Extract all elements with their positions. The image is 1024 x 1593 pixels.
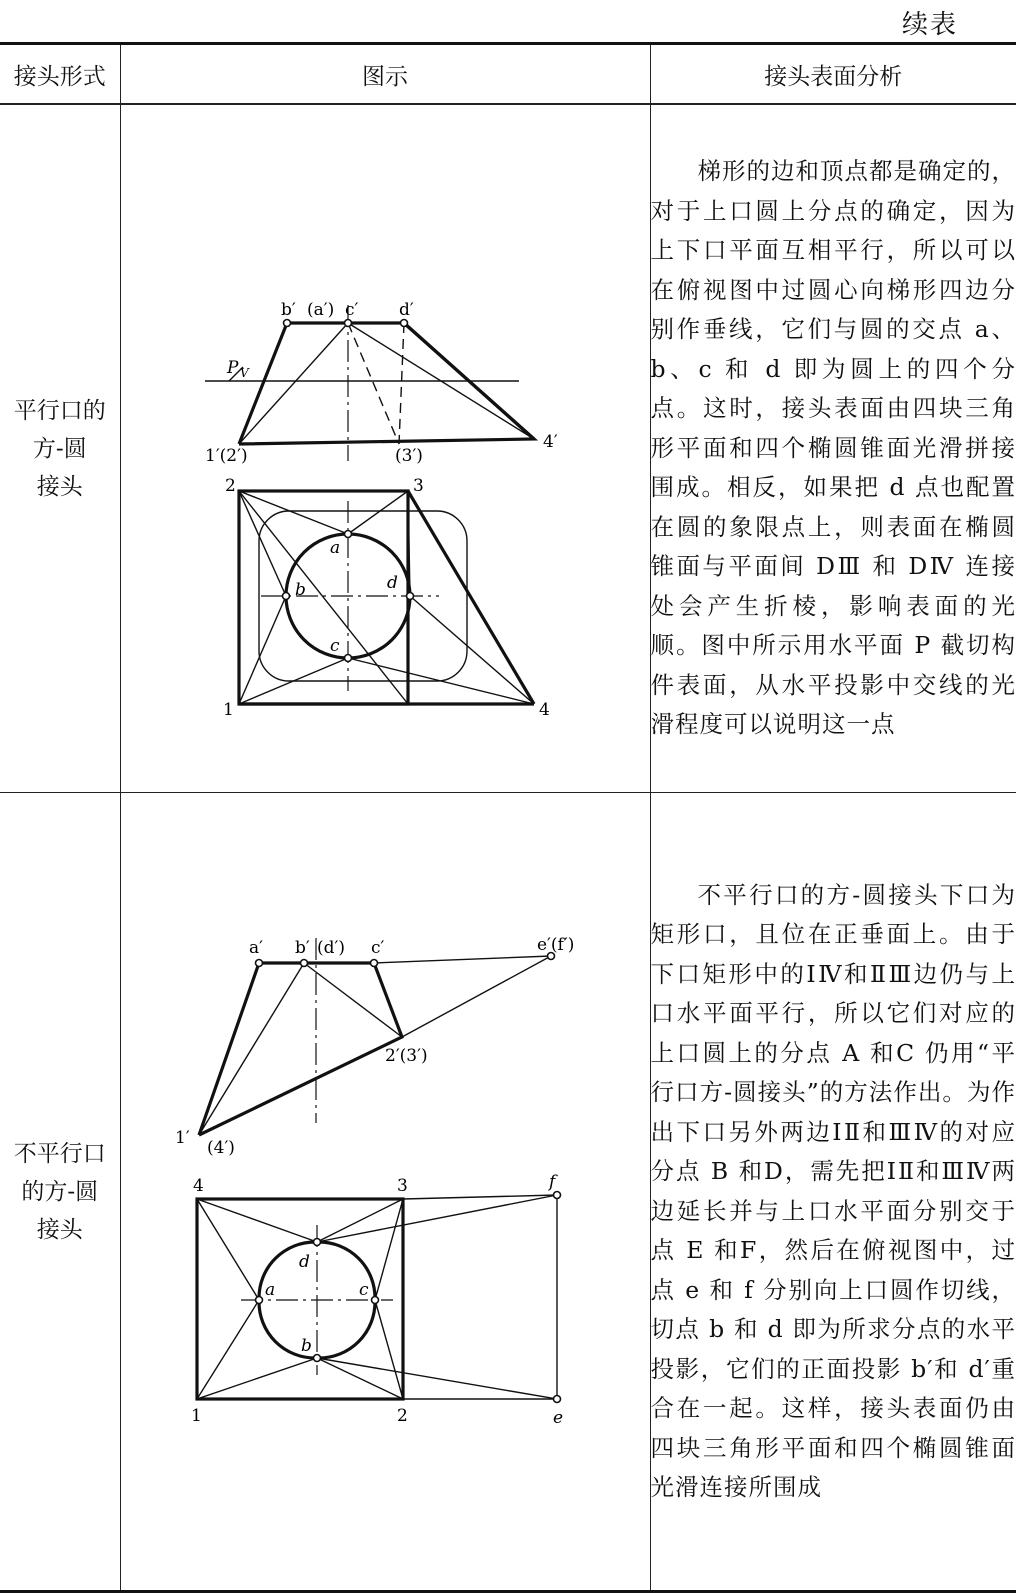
label-corner-2: 2 [224, 476, 236, 496]
label-corner-1: 1 [190, 1406, 202, 1426]
label-a-prime: a′ [248, 938, 263, 958]
header-joint-form: 接头形式 [0, 44, 120, 105]
form-line: 的方-圆 [21, 1178, 99, 1205]
label-b-prime: b′ [294, 938, 310, 958]
joint-table [0, 42, 1016, 1593]
label-e-f-prime: e′(f′) [536, 935, 574, 955]
label-plane-p: P [226, 358, 238, 378]
header-analysis: 接头表面分析 [650, 44, 1016, 105]
label-corner-2: 2 [396, 1406, 408, 1426]
parallel-joint-drawing [121, 105, 651, 792]
form-line: 接头 [36, 473, 83, 500]
label-point-b: b [300, 1336, 312, 1356]
nonparallel-joint-drawing [121, 793, 651, 1590]
label-plane-subscript: V [239, 366, 249, 380]
analysis-text: 不平行口的方-圆接头下口为矩形口，且位在正垂面上。由于下口矩形中的ⅠⅣ和ⅡⅢ边仍与上口水平面平行，所以它们对应的上口圆上的分点 A 和C 仍用“平行口方-圆接头”的方法作出。为作出下口另外两边ⅠⅡ和ⅢⅣ的对应分点 B 和D，需先把ⅠⅡ和ⅢⅣ两边延长并与上口水平面分别交于点 E 和F，然后在俯视图中，过点 e 和 f 分别向上口圆作切线，切点 b 和 d 即为所求分点的水平投影，它们的正面投影 b′和 d′重合在一起。这样，接头表面仍由四块三角形平面和四个椭圆锥面光滑连接所围成 [650, 880, 1016, 1501]
label-d-prime: d′ [398, 300, 414, 320]
analysis-cell [650, 793, 1016, 1592]
label-1-2-prime: 1′(2′) [204, 446, 248, 466]
table-row [0, 104, 1016, 793]
form-line: 接头 [36, 1216, 83, 1243]
plan-view [239, 491, 534, 704]
label-point-c: c [329, 636, 340, 656]
analysis-cell [650, 104, 1016, 793]
header-figure: 图示 [120, 44, 650, 105]
label-corner-3: 3 [412, 476, 424, 496]
label-corner-4: 4 [192, 1176, 204, 1196]
label-corner-4: 4 [538, 700, 550, 720]
joint-form-cell [0, 104, 120, 793]
front-view [199, 938, 555, 1135]
label-corner-1: 1 [222, 700, 234, 720]
label-corner-3: 3 [396, 1176, 408, 1196]
label-point-e: e [552, 1408, 563, 1428]
joint-form-cell [0, 793, 120, 1592]
figure-cell [120, 104, 650, 793]
front-view [205, 305, 534, 461]
continuation-label: 续表 [901, 10, 958, 40]
label-point-b: b [294, 580, 306, 600]
label-point-c: c [358, 1280, 369, 1300]
label-point-d: d [386, 573, 398, 593]
label-a-prime: (a′) [306, 300, 334, 320]
label-point-f: f [548, 1172, 555, 1192]
label-4-prime: (4′) [206, 1138, 235, 1158]
label-3-prime: (3′) [394, 446, 423, 466]
label-c-prime: c′ [344, 300, 358, 320]
table-row [0, 793, 1016, 1592]
label-b-prime: b′ [280, 300, 296, 320]
form-line: 不平行口 [13, 1140, 106, 1167]
label-point-d: d [298, 1252, 310, 1272]
label-point-a: a [264, 1280, 275, 1300]
label-1-prime: 1′ [174, 1128, 190, 1148]
analysis-text: 梯形的边和顶点都是确定的，对于上口圆上分点的确定，因为上下口平面互相平行，所以可以在俯视图中过圆心向梯形四边分别作垂线，它们与圆的交点 a、b、c 和 d 即为圆上的四个分点。这时，接头表面由四块三角形平面和四个椭圆锥面光滑拼接围成。相反，如果把 d 点也配置在圆的象限点上，则表面在椭圆锥面与平面间 DⅢ 和 DⅣ 连接处会产生折棱，影响表面的光顺。图中所示用水平面 P 截切构件表面，从水平投影中交线的光滑程度可以说明这一点 [650, 157, 1016, 739]
plan-view [197, 1192, 561, 1403]
figure-cell [120, 793, 650, 1592]
form-line: 方-圆 [32, 435, 87, 462]
label-c-prime: c′ [370, 938, 384, 958]
label-d-prime: (d′) [316, 938, 345, 958]
label-point-a: a [329, 538, 340, 558]
label-2-3-prime: 2′(3′) [384, 1046, 428, 1066]
form-line: 平行口的 [13, 397, 106, 424]
label-4-prime: 4′ [542, 432, 558, 452]
